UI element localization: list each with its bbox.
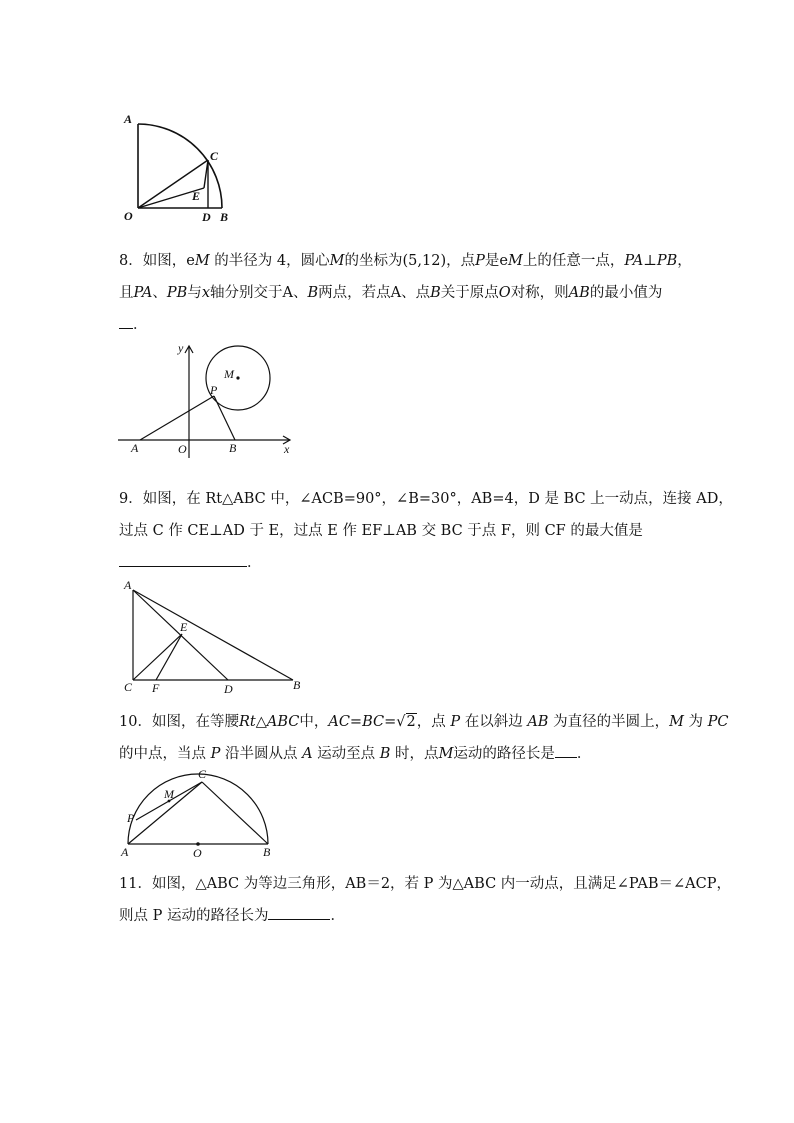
figure-7-quarter-circle [118,108,248,228]
segment-ce [133,634,182,680]
question-10-line-1: 10．如图，在等腰Rt△ABC中，AC=BC=√2，点 P 在以斜边 AB 为直径的半圆上，M 为 PC [119,714,729,730]
label-o: O [124,209,133,223]
figure-9-right-triangle [118,576,318,696]
figure-10-semicircle [118,766,278,866]
label-x: x [284,442,290,456]
label-b: B [220,210,229,224]
label-d: D [224,682,233,696]
figure-8-coordinate-circle [118,340,303,460]
question-8-line-3: ． [119,313,148,334]
label-m: M [164,787,174,801]
question-9-line-3: ． [119,551,262,572]
answer-blank-q11[interactable] [268,905,330,920]
label-e: E [180,620,188,634]
question-8-line-1: 8．如图，eM 的半径为 4，圆心M的坐标为(5,12)，点P是eM上的任意一点，PA⊥PB， [119,253,692,269]
question-11-line-1: 11．如图，△ABC 为等边三角形，AB＝2，若 P 为△ABC 内一动点，且满足∠PAB＝∠ACP， [119,876,731,892]
label-o: O [193,846,202,860]
label-a: A [124,578,132,592]
label-c: C [198,767,207,781]
label-m: M [224,367,234,381]
label-a: A [121,845,129,859]
segment-pa [140,396,214,440]
sqrt-2: √2 [396,714,416,730]
segment-pb [214,396,235,440]
label-b: B [293,678,301,692]
answer-blank-q9[interactable] [119,552,247,567]
figure-8-svg [118,340,303,460]
center-m-dot [236,376,239,379]
label-c: C [124,680,133,694]
segment-cb [202,782,268,844]
question-11-line-2: 则点 P 运动的路径长为 ． [119,904,345,925]
label-d: D [202,210,211,224]
label-e: E [192,189,201,203]
label-f: F [152,681,160,695]
figure-9-svg [118,576,318,696]
question-10-line-2: 的中点，当点 P 沿半圆从点 A 运动至点 B 时，点M运动的路径长是 ． [119,742,591,763]
label-a: A [131,441,139,455]
answer-blank-q8[interactable] [119,314,133,329]
label-o: O [178,442,187,456]
label-c: C [210,149,219,163]
label-p: P [210,383,218,397]
label-b: B [229,441,237,455]
question-9-line-2: 过点 C 作 CE⊥AD 于 E，过点 E 作 EF⊥AB 交 BC 于点 F，则 CF 的最大值是 [119,523,643,539]
question-8-line-2: 且PA、PB与x轴分别交于A、B两点，若点A、点B关于原点O对称，则AB的最小值为 [119,285,663,301]
segment-ef [156,634,182,680]
figure-7-svg [118,108,248,228]
figure-10-svg [118,766,278,866]
answer-blank-q10[interactable] [555,743,577,758]
label-y: y [178,341,184,355]
label-p: P [127,811,135,825]
label-a: A [124,112,133,126]
question-9-line-1: 9．如图，在 Rt△ABC 中，∠ACB=90°，∠B=30°，AB=4，D 是 BC 上一动点，连接 AD， [119,491,733,507]
label-b: B [263,845,271,859]
